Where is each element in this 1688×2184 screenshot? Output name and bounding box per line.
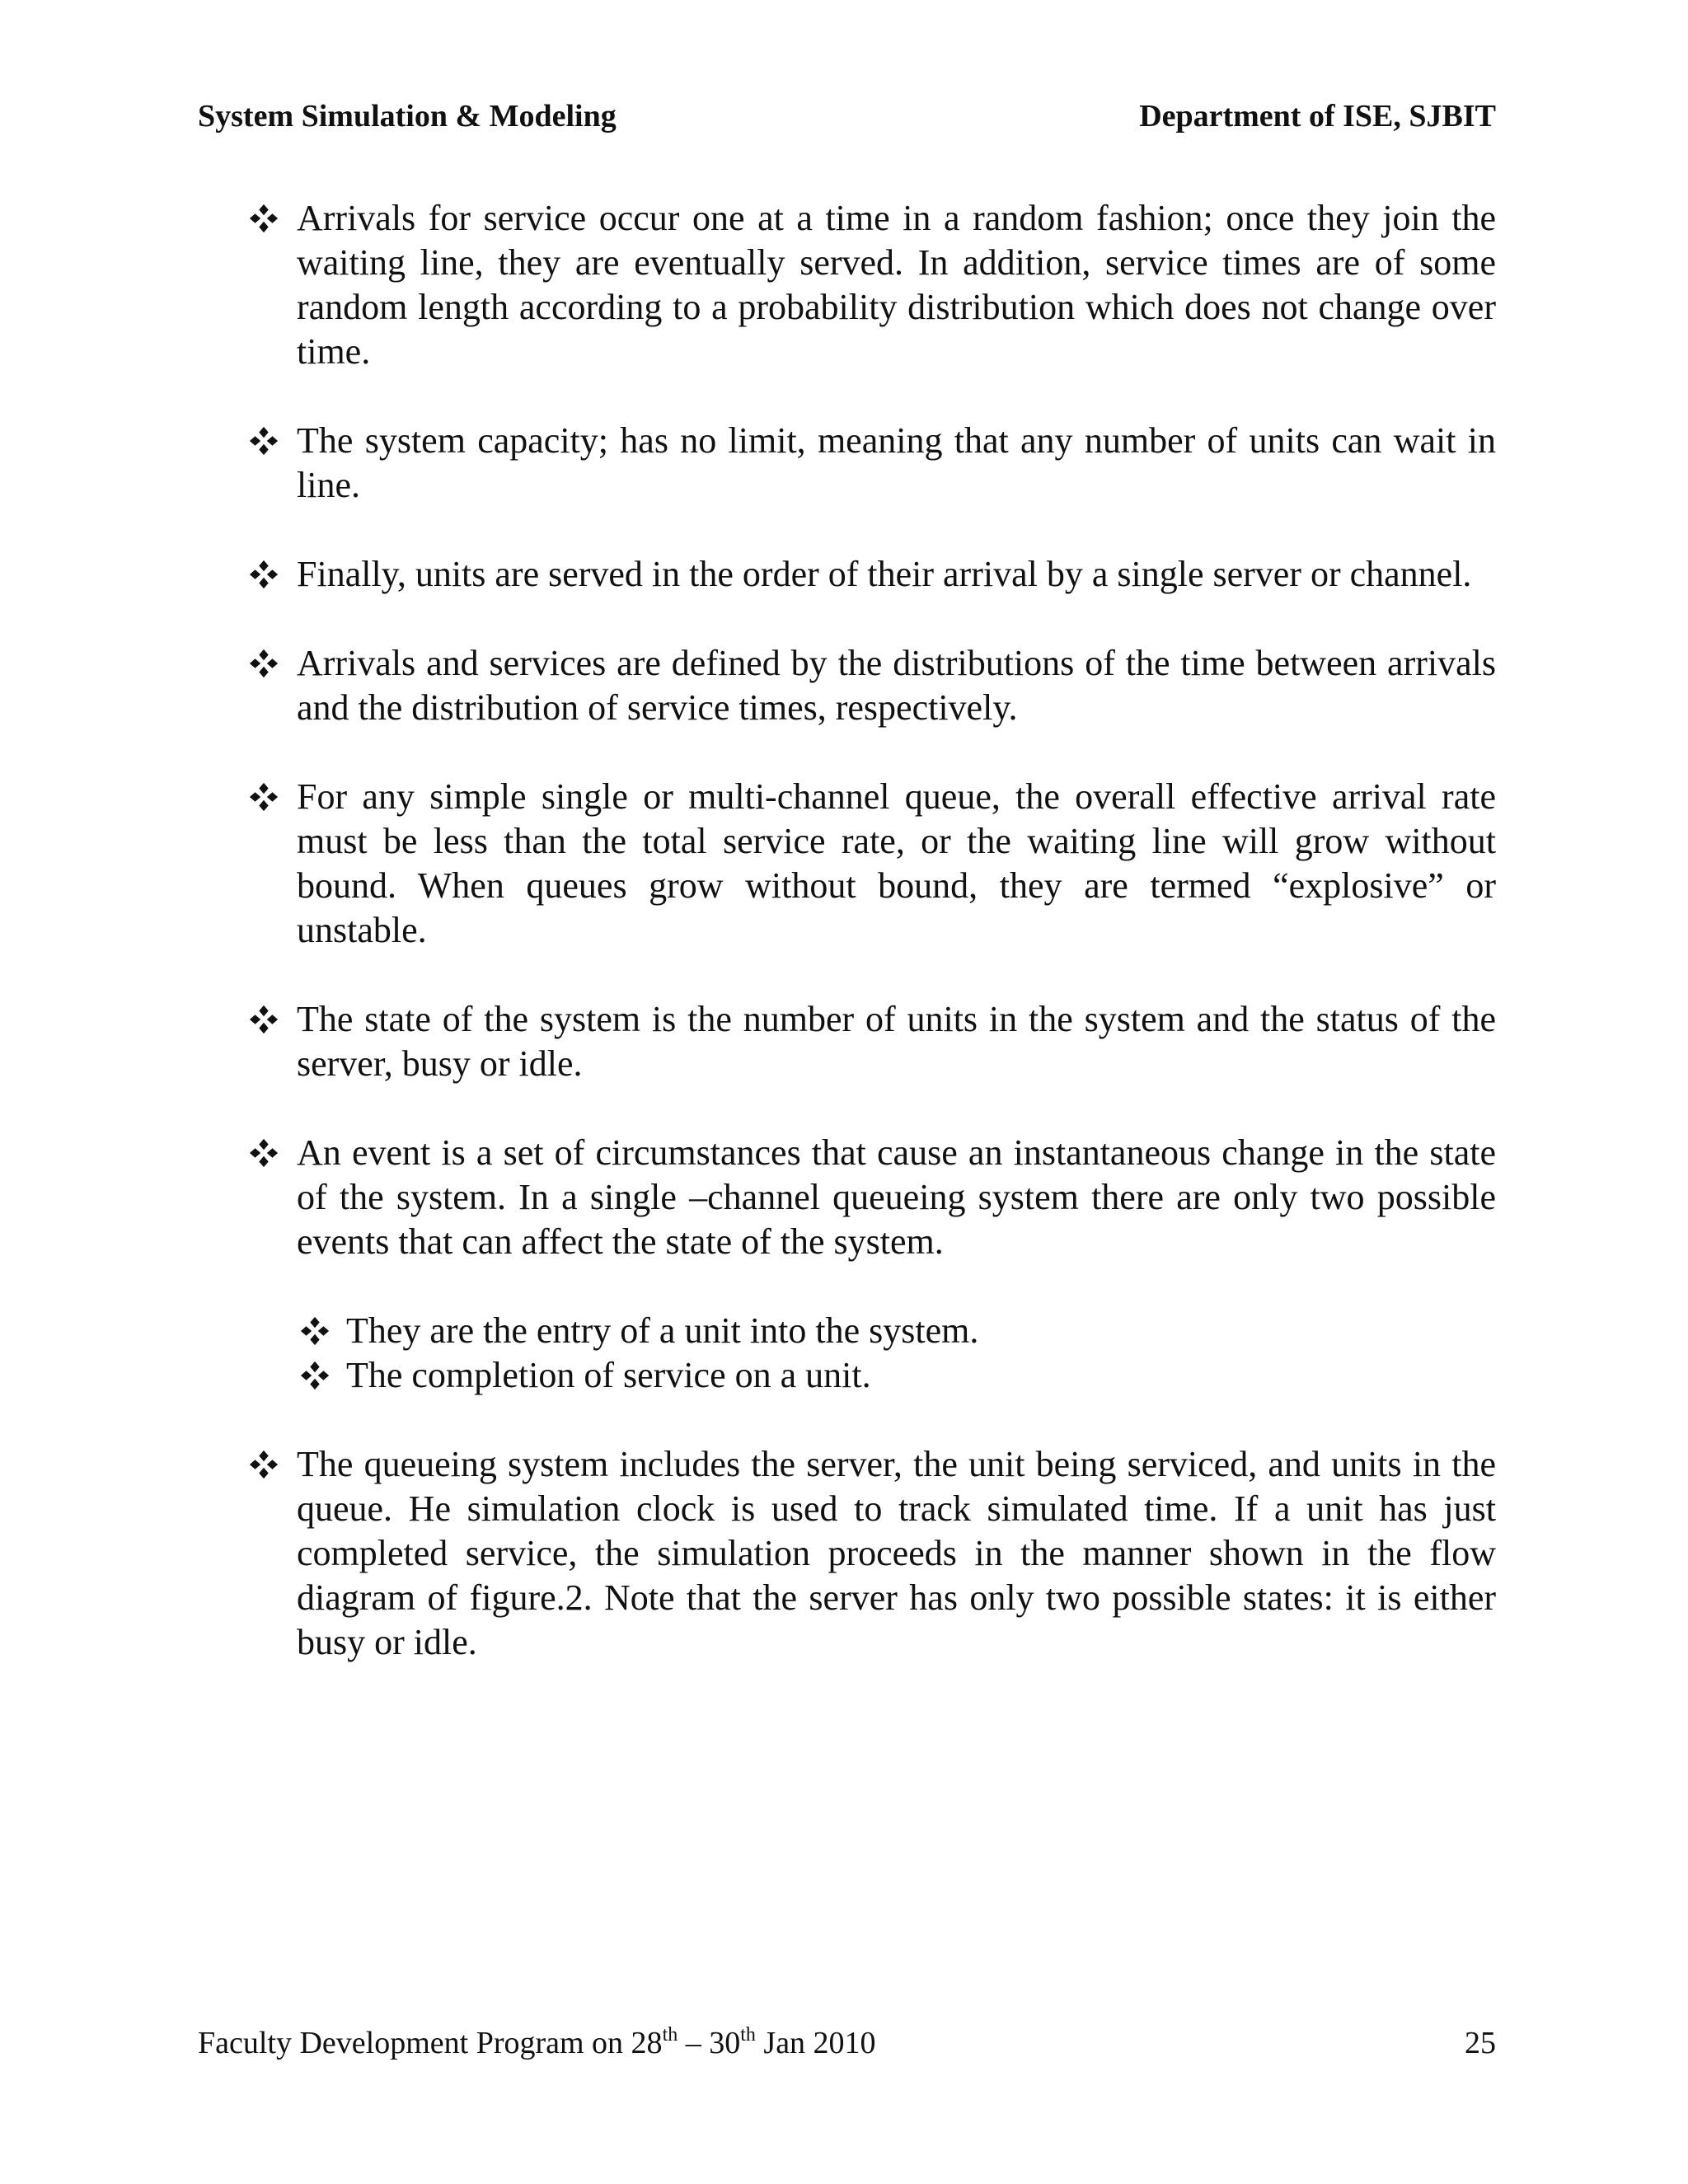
footer-superscript-th: th: [662, 2024, 678, 2046]
footer-program-text: [198, 2024, 876, 2062]
list-item-text: An event is a set of circumstances that cause an instantaneous change in the state of the system. In a single –channel queueing system there are only two possible events that can affect the state of the system.: [297, 1132, 1496, 1262]
bullet-list: [246, 196, 1496, 1709]
sub-list-item-text: The completion of service on a unit.: [346, 1355, 871, 1395]
sub-list-item-text: They are the entry of a unit into the system.: [346, 1310, 979, 1351]
list-item-text: For any simple single or multi-channel queue, the overall effective arrival rate must be less than the total service rate, or the waiting line will grow without bound. When queues grow without bound, they are termed “explosive” or unstable.: [297, 776, 1496, 950]
footer-program-dash: – 30: [678, 2026, 741, 2060]
four-diamond-bullet-icon: [246, 196, 282, 241]
four-diamond-bullet-icon: [297, 1353, 333, 1398]
four-diamond-bullet-icon: [246, 1131, 282, 1175]
four-diamond-bullet-icon: [246, 419, 282, 463]
page-header: [198, 97, 1496, 135]
header-course-title: System Simulation & Modeling: [198, 99, 617, 134]
sub-bullet-list: [246, 1309, 1496, 1398]
list-item-text: Arrivals and services are defined by the distributions of the time between arrivals and the distribution of service times, respectively.: [297, 643, 1496, 728]
footer-program-prefix: Faculty Development Program on 28: [198, 2026, 663, 2060]
four-diamond-bullet-icon: [246, 1442, 282, 1487]
page-footer: [198, 2024, 1496, 2062]
four-diamond-bullet-icon: [297, 1309, 333, 1353]
four-diamond-bullet-icon: [246, 775, 282, 819]
list-item-text: Arrivals for service occur one at a time in a random fashion; once they join the waiting line, they are eventually served. In addition, service times are of some random length according to a probability distribution which does not change over time.: [297, 198, 1496, 372]
footer-program-suffix: Jan 2010: [755, 2026, 876, 2060]
list-item: [246, 775, 1496, 953]
header-department: Department of ISE, SJBIT: [1139, 99, 1496, 134]
sub-list-item: [246, 1309, 1496, 1353]
list-item-text: The queueing system includes the server, the unit being serviced, and units in the queue. He simulation clock is used to track simulated time. If a unit has just completed service, the simulation proceeds in the manner shown in the flow diagram of figure.2. Note that the server has only two possible states: it is either busy or idle.: [297, 1444, 1496, 1662]
list-item-text: The state of the system is the number of units in the system and the status of the server, busy or idle.: [297, 999, 1496, 1084]
page-number: 25: [1465, 2026, 1496, 2060]
list-item: [246, 1131, 1496, 1264]
four-diamond-bullet-icon: [246, 997, 282, 1042]
sub-list-item: [246, 1353, 1496, 1398]
list-item-text: The system capacity; has no limit, meaning that any number of units can wait in line.: [297, 420, 1496, 505]
four-diamond-bullet-icon: [246, 641, 282, 686]
list-item: [246, 1442, 1496, 1665]
list-item-text: Finally, units are served in the order of their arrival by a single server or channel.: [297, 554, 1472, 594]
list-item: [246, 552, 1496, 597]
list-item: [246, 419, 1496, 508]
list-item: [246, 997, 1496, 1086]
list-item: [246, 641, 1496, 730]
list-item: [246, 196, 1496, 374]
footer-superscript-th: th: [740, 2024, 756, 2046]
four-diamond-bullet-icon: [246, 552, 282, 597]
